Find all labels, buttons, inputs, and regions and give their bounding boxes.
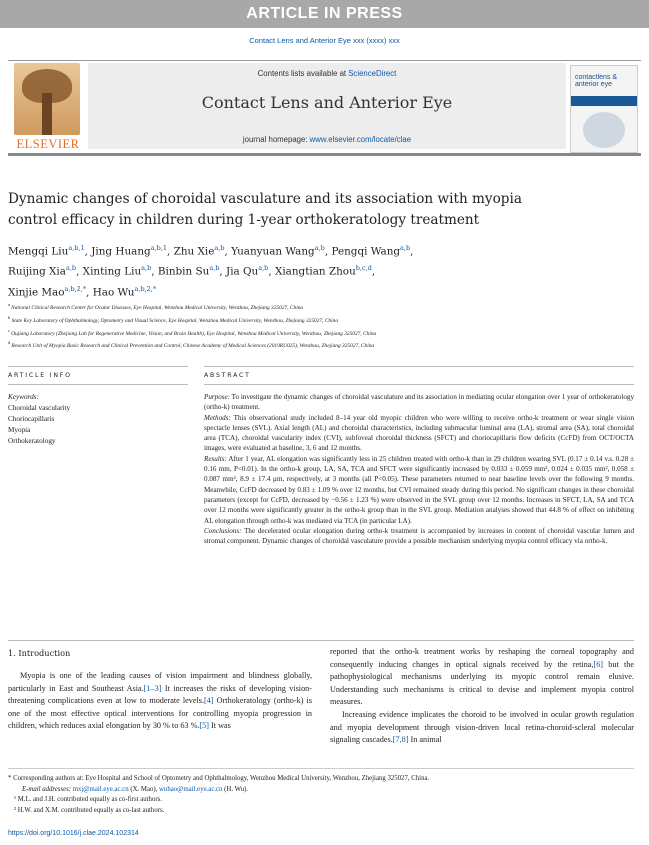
author-affiliation-marker[interactable]: a,b,2,*: [134, 284, 157, 293]
elsevier-tree-icon: [14, 63, 80, 135]
abstract-conclusions: Conclusions: The decelerated ocular elongation during ortho-k treatment is accompanied by increases in content of choroidal vascular lumen and stromal component. Dynamic changes of choroidal vasculature provide a possible mechanism underlying myopia control efficacy via ortho-k.: [204, 526, 634, 546]
cover-image: [583, 112, 625, 148]
journal-name: Contact Lens and Anterior Eye: [201, 93, 453, 112]
sciencedirect-link[interactable]: ScienceDirect: [348, 69, 397, 78]
colast-footnote: ² H.W. and X.M. contributed equally as co-last authors.: [14, 806, 165, 814]
elsevier-logo[interactable]: [10, 63, 84, 153]
article-in-press-banner: ARTICLE IN PRESS: [0, 0, 649, 28]
email-link-wu[interactable]: wuhao@mail.eye.ac.cn: [159, 785, 223, 793]
author-name[interactable]: Yuanyuan Wang: [231, 245, 315, 258]
author-name[interactable]: Jing Huang: [91, 245, 151, 258]
keyword-item: Choriocapillaris: [8, 415, 55, 423]
introduction-heading: 1. Introduction: [8, 648, 71, 658]
abstract-results: Results: After 1 year, AL elongation was significantly less in 25 children treated with ortho-k than in 29 children wearing SVL (0.17 ± 0.14 v.s. 0.28 ± 0.16 mm, P<0.01). In the ortho-k group, LA, SA, TCA and SFCT were significantly increased by 0.033 ± 0.059 mm², 0.024 ± 0.035 mm², 0.058 ± 0.087 mm², 8.9 ± 17.4 μm, respectively, at 3 months (all P<0.05). These parameters returned to near baseline levels over the following 9 months. Meanwhile, CcFD decreased by 0.83 ± 1.09 % over 12 months, but CVI remained steady during this period. No significant changes in these choroidal parameters (except for CcFD, decreased by −0.56 ± 1.23 %) were observed in the SVL group over 12 months. Increases in SFCT, LA, SA and TCA over 12 months were significantly greater in the ortho-k group than in the SVL group. Mediation analyses showed that 44.8 % of effect on inhibiting AL elongation through ortho-k was mediated via TCA (in particular LA).: [204, 454, 634, 525]
abstract-purpose: Purpose: To investigate the dynamic changes of choroidal vasculature and its association in mediating ocular elongation over 1 year of orthokeratology (ortho-k) treatment.: [204, 393, 635, 412]
keywords-block: [8, 392, 188, 447]
abstract-text: [204, 392, 634, 546]
journal-masthead: [88, 63, 566, 149]
affiliation-line: $^a$ National Clinical Research Center for Ocular Diseases, Eye Hospital, Wenzhou Medical University, Wenzhou, Zhejiang 325027, China: [8, 302, 304, 311]
article-title: Dynamic changes of choroidal vasculature and its association with myopia control efficacy in children during 1-year orthokeratology treatment: [8, 191, 522, 228]
intro-left-paragraph: Myopia is one of the leading causes of vision impairment and blindness globally, particularly in East and Southeast Asia.[1–3] It increases the risks of developing vision-threatening complications even at low to moderate levels.[4] Orthokeratology (ortho-k) is one of the most effective optical interventions for controlling myopia progression in children, which reduces axial elongation by 30 % to 63 %.[5] It was: [8, 671, 312, 731]
author-name[interactable]: Xiangtian Zhou: [274, 265, 356, 278]
keywords-label: Keywords:: [8, 393, 39, 401]
citation-link[interactable]: [6]: [593, 659, 604, 669]
author-affiliation-marker[interactable]: a,b: [314, 244, 325, 252]
abstract-heading: ABSTRACT: [204, 372, 251, 379]
intro-right-paragraph-2: Increasing evidence implicates the choroid to be involved in ocular growth regulation and myopia development through vision-driven local retina-choroid-scleral molecular signaling cascades.[7,8] In animal: [330, 710, 634, 745]
email-link-mao[interactable]: mxj@mail.eye.ac.cn: [72, 785, 129, 793]
homepage-line: journal homepage: www.elsevier.com/locate/clae: [242, 135, 412, 144]
footnotes: [8, 774, 628, 816]
author-list: Mengqi Liu$^{a,b,1}$, Jing Huang$^{a,b,1}$, Zhu Xie$^{a,b}$, Yuanyuan Wang$^{a,b}$, Pengqi Wang$^{a,b}$, Ruijing Xia$^{a,b}$, Xinting Liu$^{a,b}$, Binbin Su$^{a,b}$, Jia Qu$^{a,b}$, Xiangtian Zhou$^{b,c,d}$, Xinjie Mao$^{a,b,2,*}$, Hao $Wu^{a,b,2,*}$: [8, 244, 414, 299]
author-affiliation-marker[interactable]: a,b: [214, 244, 225, 252]
citation-link[interactable]: [7,8]: [392, 735, 409, 745]
keyword-item: Myopia: [8, 426, 31, 434]
author-name[interactable]: Binbin Su: [157, 265, 210, 278]
abstract-methods: Methods: This observational study included 8–14 year old myopic children who were willing to receive ortho-k treatment or wear single vision spectacle lenses (SVL). Axial length (AL) and choroidal characteristics, including submacular luminal area (LA), stromal area (SA), total choroidal area (TCA), choroidal vascularity index (CVI), subfoveal choroidal thickness (SFCT) and choriocapillaris flow deficits (CcFD) from OCT/OCTA images, were evaluated at baseline, 3, 6 and 12 months.: [204, 413, 634, 453]
author-name[interactable]: Pengqi Wang: [331, 245, 401, 258]
author-name[interactable]: Mengqi Liu: [8, 245, 69, 258]
journal-header: [8, 60, 641, 156]
email-footnote: E-mail addresses: mxj@mail.eye.ac.cn (X. Mao), wuhao@mail.eye.ac.cn (H. Wu).: [22, 785, 249, 793]
affiliation-line: $^b$ State Key Laboratory of Ophthalmology, Optometry and Visual Science, Eye Hospital, Wenzhou Medical University, Wenzhou, Zhejiang 325027, China: [8, 314, 339, 324]
corresponding-footnote: * Corresponding authors at: Eye Hospital and School of Optometry and Ophthalmology, Wenzhou Medical University, Wenzhou, Zhejiang 325027, China.: [8, 775, 430, 782]
contents-line: Contents lists available at ScienceDirect: [257, 69, 397, 78]
abstract-rule: [204, 366, 634, 367]
author-name[interactable]: Xinjie Mao: [8, 286, 65, 299]
author-name[interactable]: Jia Qu: [226, 265, 259, 278]
keyword-item: Choroidal vascularity: [8, 404, 71, 412]
author-affiliation-marker[interactable]: a,b: [141, 264, 152, 273]
author-name[interactable]: Hao Wu: [92, 286, 135, 299]
author-affiliation-marker[interactable]: a,b,1: [150, 244, 167, 252]
intro-right-paragraph-1: reported that the ortho-k treatment works by reshaping the corneal topography and consequently inducing changes in optical signals received by the retina,[6] but the pathophysiological mechanisms underlying its myopic control remain elusive. Understanding such mechanisms is critical to devise and implement myopia control measures.: [330, 647, 634, 707]
author-affiliation-marker[interactable]: a,b: [400, 244, 411, 252]
author-affiliation-marker[interactable]: a,b,2,*: [64, 284, 87, 293]
doi-link[interactable]: https://doi.org/10.1016/j.clae.2024.102314: [8, 830, 139, 837]
author-affiliation-marker[interactable]: b,c,d: [355, 264, 372, 273]
cofirst-footnote: ¹ M.L. and J.H. contributed equally as co-first authors.: [14, 796, 162, 804]
citation-link[interactable]: [5]: [199, 721, 209, 731]
citation-link[interactable]: [1–3]: [143, 683, 162, 693]
affiliation-line: $^c$ Oujiang Laboratory (Zhejiang Lab for Regenerative Medicine, Vision, and Brain Health), Eye Hospital, Wenzhou Medical University, Wenzhou, Zhejiang 325027, China: [8, 327, 377, 337]
article-info-rule: [8, 366, 188, 367]
author-affiliation-marker[interactable]: a,b: [65, 264, 77, 273]
journal-homepage-link[interactable]: www.elsevier.com/locate/clae: [309, 135, 412, 144]
author-name[interactable]: Xinting Liu: [82, 265, 142, 278]
journal-reference-link[interactable]: Contact Lens and Anterior Eye xxx (xxxx) xxx: [249, 36, 400, 45]
journal-cover-thumbnail[interactable]: [570, 65, 638, 153]
abstract-bottom-rule: [8, 640, 634, 641]
publisher-name: ELSEVIER: [16, 137, 80, 151]
author-name[interactable]: Ruijing Xia: [8, 265, 66, 278]
cover-title: contactlens & anterior eye: [575, 74, 618, 89]
affiliation-line: $^d$ Research Unit of Myopia Basic Research and Clinical Prevention and Control, Chinese Academy of Medical Sciences (2019RU025), Wenzhou, Zhejiang 325027, China: [8, 340, 375, 350]
author-affiliation-marker[interactable]: a,b: [209, 264, 220, 273]
keyword-item: Orthokeratology: [8, 437, 56, 445]
citation-link[interactable]: [4]: [204, 696, 214, 706]
author-affiliation-marker[interactable]: a,b: [258, 264, 269, 273]
affiliations: [8, 300, 628, 351]
author-affiliation-marker[interactable]: a,b,1: [68, 244, 85, 252]
footnote-rule: [8, 768, 634, 769]
article-info-heading: ARTICLE INFO: [8, 372, 72, 379]
author-name[interactable]: Zhu Xie: [173, 245, 215, 258]
